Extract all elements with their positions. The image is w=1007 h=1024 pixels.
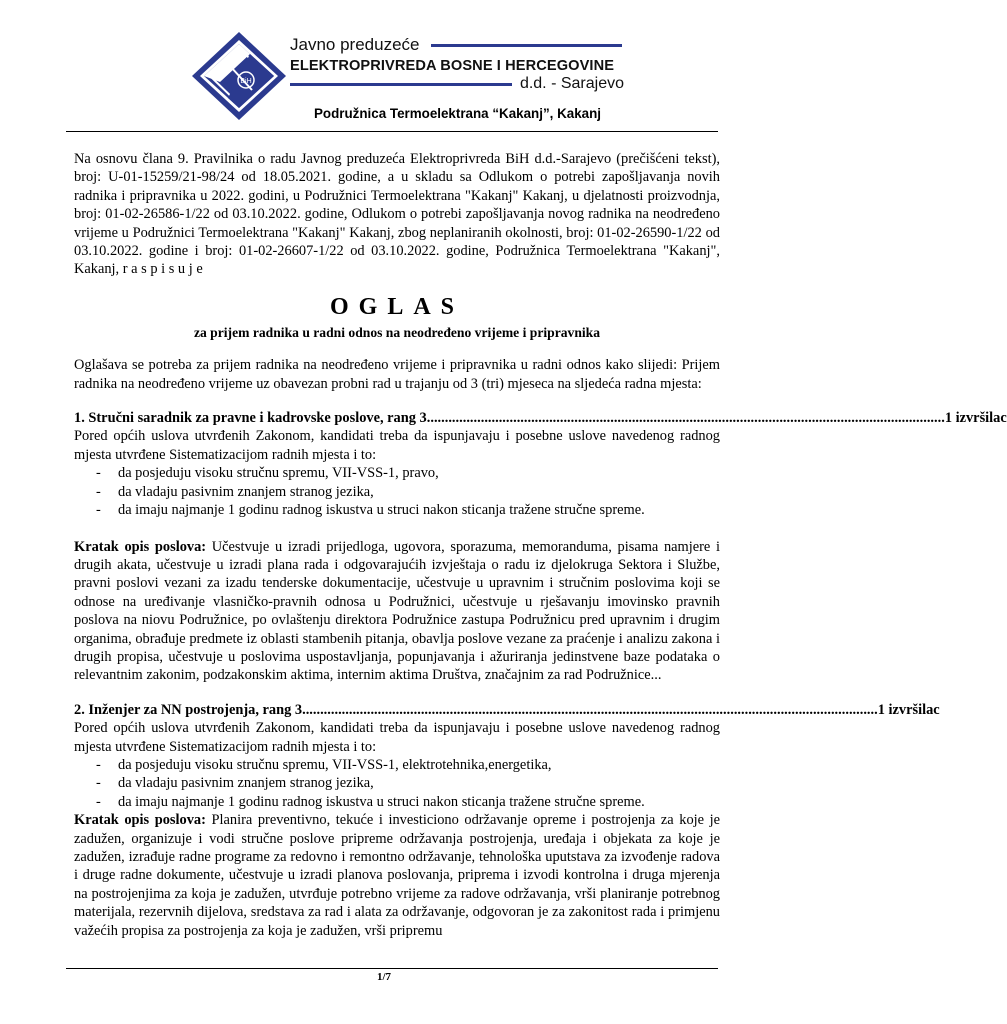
- position-heading: [74, 701, 940, 719]
- position-title: 1. Stručni saradnik za pravne i kadrovske poslove, rang 3: [74, 410, 427, 427]
- dot-leader: ................................................................................................................................................................: [302, 701, 878, 718]
- page-number: 1/7: [376, 971, 392, 983]
- preamble-paragraph: Oglašava se potreba za prijem radnika na neodređeno vrijeme i pripravnika u radni odnos kako slijedi: Prijem radnika na neodređeno vrijeme uz obavezan probni rad u trajanju od 3 (tri) mjeseca na sljedeća radna mjesta:: [74, 357, 720, 392]
- document-body: [74, 150, 1007, 940]
- company-logo-icon: [190, 30, 288, 122]
- intro-announces: r a s p i s u j e: [122, 261, 203, 278]
- intro-paragraph: [74, 150, 720, 279]
- position-conditions: Pored općih uslova utvrđenih Zakonom, kandidati treba da ispunjavaju i posebne uslove navedenog radnog mjesta utvrđene Sistematizacijom radnih mjesta i to:: [74, 428, 720, 463]
- document-title: OGLAS: [329, 293, 465, 320]
- list-item: - da vladaju pasivnim znanjem stranog jezika,: [74, 774, 720, 792]
- position-count: 1 izvršilac: [944, 410, 1007, 427]
- document-subtitle: za prijem radnika u radni odnos na neodređeno vrijeme i pripravnika: [193, 324, 601, 340]
- header-divider: [66, 131, 718, 132]
- letterhead: [190, 30, 630, 122]
- org-line1: Javno preduzeće: [290, 35, 420, 54]
- list-item: - da imaju najmanje 1 godinu radnog iskustva u struci nakon sticanja tražene stručne spreme.: [74, 793, 720, 811]
- footer-divider: [66, 968, 718, 969]
- org-line3: d.d. - Sarajevo: [519, 75, 624, 92]
- position-title: 2. Inženjer za NN postrojenja, rang 3: [74, 701, 303, 718]
- description-text: Planira preventivno, tekuće i investiciono održavanje opreme i postrojenja za koje je zadužen, organizuje i vodi stručne poslove pripreme održavanja postrojenja, uređaja i objekata za koje je zadužen, izrađuje radne programe za redovno i remontno održavanje, tehnološka uputstava za izvođenje radova i druge radne dokumente, učestvuje u izradi planova poslovanja, priprema i izvodi kontrolna i druga mjerenja na postrojenjima za koja je zadužen, utvrđuje potrebno vrijeme za radove održavanja, vrši planiranje potrebnog materijala, rezervnih dijelova, sredstava za rad i alata za održavanje, odgovoran je za zakonitost rada i primjenu važećih propisa za postrojenja za koja je zadužen, vrši pripremu: [74, 812, 720, 939]
- dot-leader: ................................................................................................................................................: [426, 410, 945, 427]
- organization-name: [290, 35, 630, 121]
- decorative-line: [290, 83, 512, 86]
- description-label: Kratak opis poslova:: [74, 812, 206, 829]
- branch-name: Podružnica Termoelektrana “Kakanj”, Kakanj: [314, 106, 602, 121]
- position-count: 1 izvršilac: [877, 701, 940, 718]
- list-item: - da vladaju pasivnim znanjem stranog jezika,: [74, 483, 720, 501]
- requirements-list: [74, 464, 720, 519]
- requirements-list: [74, 756, 720, 811]
- list-item: - da posjeduju visoku stručnu spremu, VII-VSS-1, elektrotehnika,energetika,: [74, 756, 720, 774]
- position-conditions: Pored općih uslova utvrđenih Zakonom, kandidati treba da ispunjavaju i posebne uslove navedenog radnog mjesta utvrđene Sistematizacijom radnih mjesta i to:: [74, 720, 720, 755]
- intro-text: Na osnovu člana 9. Pravilnika o radu Javnog preduzeća Elektroprivreda BiH d.d.-Sarajevo (prečišćeni tekst), broj: U-01-15259/21-98/24 od 18.05.2021. godine, a u skladu sa Odlukom o potrebi zapošljavanja novih radnika i pripravnika u 2022. godini, u Podružnici Termoelektrana "Kakanj" Kakanj, u djelatnosti proizvodnja, broj: 01-02-26586-1/22 od 03.10.2022. godine, Odlukom o potrebi zapošljavanja novog radnika na neodređeno vrijeme u Podružnici Termoelektrana "Kakanj" Kakanj, zbog neplaniranih okolnosti, broj: 01-02-26590-1/22 od 03.10.2022. godine i broj: 01-02-26607-1/22 od 03.10.2022. godine, Podružnica Termoelektrana "Kakanj", Kakanj,: [74, 151, 720, 278]
- list-item: - da imaju najmanje 1 godinu radnog iskustva u struci nakon sticanja tražene stručne spreme.: [74, 501, 720, 519]
- job-description: [74, 811, 720, 940]
- logo-text: BiH: [240, 78, 252, 85]
- description-label: Kratak opis poslova:: [74, 538, 207, 555]
- position-heading: [74, 409, 1007, 427]
- org-line2: ELEKTROPRIVREDA BOSNE I HERCEGOVINE: [290, 58, 615, 74]
- list-item: - da posjeduju visoku stručnu spremu, VII-VSS-1, pravo,: [74, 464, 720, 482]
- job-description: [74, 538, 720, 685]
- description-text: Učestvuje u izradi prijedloga, ugovora, sporazuma, memoranduma, pisama namjere i drugih akata, učestvuje u izradi plana rada i odgovarajućih izvještaja o radu iz djelokruga Sektora i Službe, pravni poslovi vezani za izadu tenderske dokumentacije, učestvuje u upravnim i stručnim poslovima koji se odnose na uređivanje vlasničko-pravnih odnosa u Podružnici, učestvuje u rješavanju imovinsko pravnih poslova na niovu Podružnice, po ovlaštenju direktora Podružnice zastupa Podružnicu pred upravnim i drugim organima, obrađuje predmete iz oblasti stambenih pitanja, obavlja poslove vezane za praćenje i analizu zakona i drugih propisa, učestvuje u poslovima uspostavljanja, popunjavanja i ažuriranja jedinstvene baze podataka o relevantnim zakonim, podzakonskim aktima, internim aktima Društva, značajnim za rad Podružnice...: [74, 538, 720, 684]
- decorative-line: [431, 44, 622, 47]
